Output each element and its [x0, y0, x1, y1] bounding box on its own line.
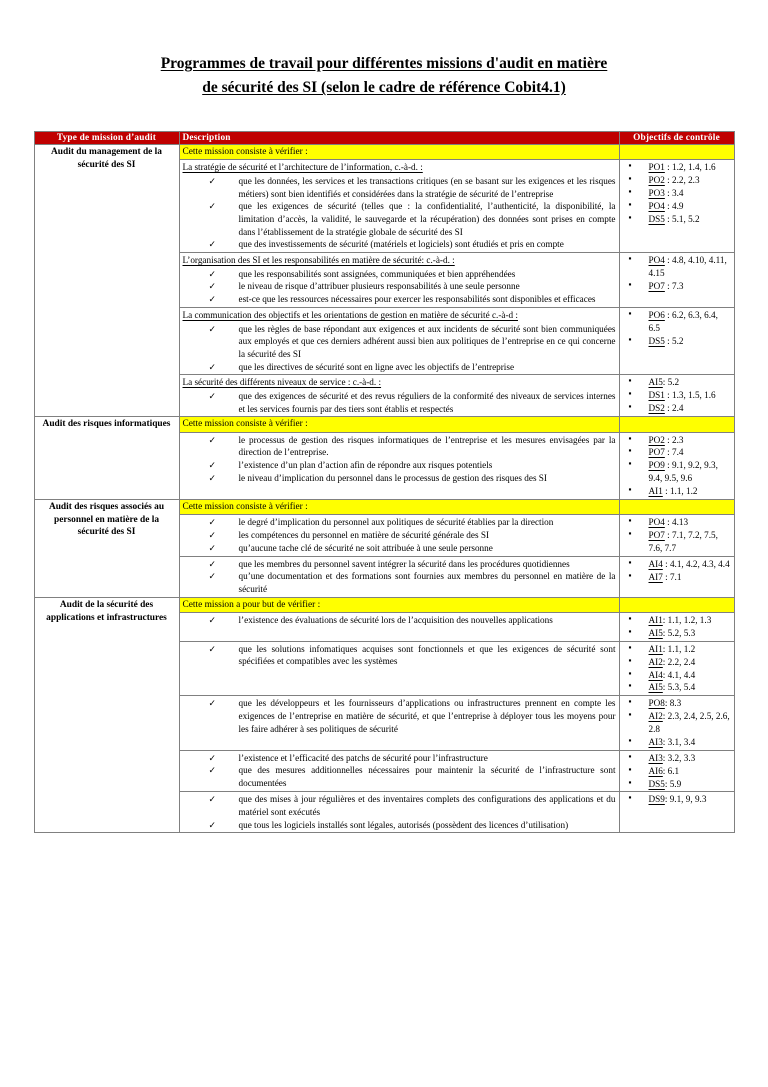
checklist [183, 268, 616, 306]
objective-item [639, 710, 731, 736]
objective-code: PO7 [648, 447, 665, 458]
objective-code: PO4 [648, 255, 665, 266]
objective-item [639, 558, 731, 571]
mission-banner-text: Cette mission a pour but de vérifier : [179, 597, 619, 612]
objective-code: AI3 [648, 752, 663, 763]
objective-refs: : 4.1, 4.2, 4.3, 4.4 [662, 558, 730, 569]
checklist [183, 752, 616, 790]
objective-refs: : 4.1, 4.4 [662, 669, 696, 680]
objective-item [639, 736, 731, 749]
section-banner-row [34, 417, 734, 432]
checklist [183, 390, 616, 415]
objectives-cell [619, 253, 734, 308]
objective-item [639, 376, 731, 389]
objective-refs: : 2.3, 2.4, 2.5, 2.6, 2.8 [648, 711, 730, 735]
objective-refs: : 5.3, 5.4 [662, 682, 696, 693]
objective-item [639, 459, 731, 485]
mission-type-cell: Audit des risques associés au personnel en matière de la sécurité des SI [34, 499, 179, 597]
description-cell [179, 613, 619, 642]
column-header-description: Description [179, 132, 619, 145]
objective-refs: : 5.2, 5.3 [662, 627, 696, 638]
objective-item [639, 516, 731, 529]
objective-item [639, 485, 731, 498]
objectives-cell [619, 515, 734, 557]
objective-refs: : 1.3, 1.5, 1.6 [664, 390, 716, 401]
description-cell [179, 750, 619, 792]
objective-refs: : 3.4 [664, 188, 684, 198]
objective-item [639, 187, 731, 200]
objectives-cell [619, 432, 734, 499]
objectives-cell [619, 375, 734, 417]
description-cell [179, 160, 619, 253]
objective-code: AI5 [648, 682, 663, 693]
column-header-mission-type: Type de mission d’audit [34, 132, 179, 145]
objective-refs: : 5.2 [664, 335, 684, 346]
objective-code: PO8 [648, 698, 665, 709]
description-cell [179, 307, 619, 374]
description-cell [179, 556, 619, 597]
objective-code: DS5 [648, 213, 665, 224]
checklist-item: ✓ que tous les logiciels installés sont légales, autorisés (possèdent des licences d’utilisation) [225, 819, 616, 832]
objective-refs: : 3.2, 3.3 [662, 752, 696, 763]
objective-code: PO7 [648, 530, 665, 540]
objective-code: AI2 [648, 656, 663, 667]
objective-item [639, 529, 731, 555]
objective-item [639, 335, 731, 348]
objective-item [639, 681, 731, 694]
objective-code: AI4 [648, 558, 663, 569]
objective-refs: : 7.3 [664, 280, 684, 291]
objective-item [639, 309, 731, 335]
objective-refs: : 9.1, 9.2, 9.3, 9.4, 9.5, 9.6 [648, 460, 718, 484]
objective-refs: : 6.1 [662, 765, 680, 776]
objective-code: AI5 [648, 377, 663, 388]
objectives-list [623, 309, 731, 348]
page-title [0, 0, 768, 100]
description-cell [179, 696, 619, 751]
mission-banner-objectives-cell [619, 499, 734, 514]
checklist-item: ✓ que les responsabilités sont assignées, communiquées et bien appréhendées [225, 268, 616, 281]
objective-item [639, 402, 731, 415]
objective-code: AI2 [648, 711, 663, 722]
objective-code: PO7 [648, 280, 665, 291]
page-title-line-2: de sécurité des SI (selon le cadre de référence Cobit4.1) [202, 79, 566, 97]
checklist-item: ✓ les compétences du personnel en matière de sécurité générale des SI [225, 529, 616, 542]
objective-item [639, 643, 731, 656]
objective-refs: : 1.1, 1.2 [662, 643, 696, 654]
checklist-item: ✓ que les membres du personnel savent intégrer la sécurité dans les procédures quotidiennes [225, 558, 616, 571]
objectives-list [623, 558, 731, 584]
objective-item [639, 656, 731, 669]
mission-banner-text: Cette mission consiste à vérifier : [179, 417, 619, 432]
objective-code: PO2 [648, 175, 665, 186]
checklist [183, 697, 616, 735]
objective-item [639, 752, 731, 765]
objectives-cell [619, 160, 734, 253]
table-body [34, 145, 734, 833]
checklist-item: ✓ est-ce que les ressources nécessaires pour exercer les responsabilités sont disponibles et efficaces [225, 293, 616, 306]
objectives-list [623, 697, 731, 749]
mission-type-cell: Audit des risques informatiques [34, 417, 179, 500]
checklist-item: ✓ l’existence d’un plan d’action afin de répondre aux risques potentiels [225, 459, 616, 472]
objective-refs: : 2.2, 2.3 [664, 175, 700, 186]
objective-refs: : 2.4 [664, 403, 684, 413]
objective-refs: : 4.13 [664, 517, 689, 528]
section-banner-row [34, 597, 734, 612]
objective-item [639, 161, 731, 174]
objective-code: PO2 [648, 434, 665, 445]
objective-refs: : 1.1, 1.2 [662, 486, 698, 497]
objective-code: DS1 [648, 390, 665, 401]
checklist-item: ✓ que les directives de sécurité sont en ligne avec les objectifs de l’entreprise [225, 361, 616, 374]
objective-refs: : 5.1, 5.2 [664, 213, 700, 224]
objectives-cell [619, 556, 734, 597]
objective-item [639, 254, 731, 280]
objective-code: PO3 [648, 188, 665, 198]
objective-refs: : 5.2 [662, 377, 680, 388]
checklist-item: ✓ l’existence des évaluations de sécurité lors de l’acquisition des nouvelles applications [225, 614, 616, 627]
checklist-item: ✓ que les règles de base répondant aux exigences et aux incidents de sécurité sont bien communiquées aux employés et que ces derniers adhérent aussi bien aux politiques de l’entreprise en ce qui concerne la sécurité des SI [225, 323, 616, 361]
objective-code: PO1 [648, 162, 665, 173]
description-cell [179, 792, 619, 833]
description-lead: L’organisation des SI et les responsabilités en matière de sécurité: c.-à-d. : [182, 255, 455, 266]
objective-item [639, 614, 731, 627]
objective-code: PO9 [648, 460, 665, 471]
mission-type-cell: Audit de la sécurité des applications et infrastructures [34, 597, 179, 833]
description-cell [179, 432, 619, 499]
checklist [183, 558, 616, 596]
objectives-list [623, 161, 731, 225]
objective-code: PO4 [648, 517, 665, 528]
objective-code: PO4 [648, 200, 665, 211]
checklist [183, 793, 616, 831]
mission-banner-text: Cette mission consiste à vérifier : [179, 499, 619, 514]
checklist-item: ✓ que des investissements de sécurité (matériels et logiciels) sont étudiés et pris en compte [225, 238, 616, 251]
objectives-list [623, 614, 731, 640]
mission-type-cell: Audit du management de la sécurité des SI [34, 145, 179, 417]
checklist-item: ✓ le processus de gestion des risques informatiques de l’entreprise et les mesures envisagées par la direction de l’entreprise. [225, 434, 616, 459]
checklist [183, 643, 616, 668]
objective-refs: : 6.2, 6.3, 6.4, 6.5 [648, 309, 718, 333]
objectives-list [623, 376, 731, 415]
objective-code: AI5 [648, 627, 663, 638]
objective-code: PO6 [648, 309, 665, 320]
objective-item [639, 200, 731, 213]
objectives-list [623, 516, 731, 555]
objective-refs: : 4.8, 4.10, 4.11, 4.15 [648, 255, 727, 278]
mission-banner-objectives-cell [619, 145, 734, 160]
checklist-item: ✓ le degré d’implication du personnel aux politiques de sécurité établies par la direction [225, 516, 616, 529]
objective-code: AI1 [648, 643, 663, 654]
objective-refs: : 9.1, 9, 9.3 [664, 794, 707, 805]
checklist-item: ✓ que les développeurs et les fournisseurs d’applications ou infrastructures prennent en compte les exigences de l’entreprise en matière de sécurité, et que l’entreprise à déployer tous les moyens pour les faire adhérer à ses politiques de sécurité [225, 697, 616, 735]
checklist-item: ✓ que des mises à jour régulières et des inventaires complets des configurations des applications et du matériel sont exécutés [225, 793, 616, 818]
description-lead: La sécurité des différents niveaux de service : c.-à-d. : [182, 377, 382, 388]
objective-refs: : 1.2, 1.4, 1.6 [664, 162, 716, 173]
objectives-cell [619, 792, 734, 833]
checklist-item: ✓ que des mesures additionnelles nécessaires pour maintenir la sécurité de l’infrastructure sont documentées [225, 764, 616, 789]
objective-item [639, 778, 731, 791]
mission-banner-objectives-cell [619, 417, 734, 432]
objective-code: AI6 [648, 765, 663, 776]
objective-refs: : 4.9 [664, 200, 684, 211]
checklist [183, 323, 616, 374]
objectives-cell [619, 641, 734, 696]
objective-item [639, 697, 731, 710]
objective-refs: : 3.1, 3.4 [662, 736, 696, 747]
objectives-list [623, 643, 731, 695]
objective-code: AI3 [648, 736, 663, 747]
description-cell [179, 253, 619, 308]
header-row [34, 132, 734, 145]
checklist-item: ✓ que les solutions infomatiques acquises sont fonctionnels et que les exigences de sécurité sont spécifiées et compatibles avec les systèmes [225, 643, 616, 668]
objectives-cell [619, 696, 734, 751]
objective-refs: : 2.2, 2.4 [662, 656, 696, 667]
objectives-cell [619, 307, 734, 374]
description-lead: La communication des objectifs et les orientations de gestion en matière de sécurité c.-à-d : [182, 309, 518, 320]
objective-item [639, 213, 731, 226]
objective-code: AI1 [648, 615, 663, 626]
description-lead: La stratégie de sécurité et l’architecture de l’information, c.-à-d. : [182, 162, 423, 173]
objective-item [639, 793, 731, 806]
objectives-list [623, 254, 731, 293]
objective-code: DS5 [648, 335, 665, 346]
objective-item [639, 446, 731, 459]
objective-code: AI1 [648, 486, 663, 497]
objective-refs: : 1.1, 1.2, 1.3 [662, 615, 712, 626]
checklist-item: ✓ le niveau de risque d’attribuer plusieurs responsabilités à une seule personne [225, 280, 616, 293]
objective-item [639, 627, 731, 640]
objective-item [639, 389, 731, 402]
checklist-item: ✓ le niveau d’implication du personnel dans le processus de gestion des risques des SI [225, 472, 616, 485]
checklist [183, 516, 616, 554]
objectives-cell [619, 750, 734, 792]
checklist [183, 175, 616, 251]
page-title-line-1: Programmes de travail pour différentes missions d'audit en matière [160, 55, 608, 72]
objectives-list [623, 434, 731, 498]
checklist-item: ✓ qu’une documentation et des formations sont fournies aux membres du personnel en matière de la sécurité [225, 570, 616, 595]
description-cell [179, 375, 619, 417]
objective-refs: : 2.3 [664, 434, 684, 445]
objective-code: DS9 [648, 794, 665, 805]
checklist-item: ✓ que les exigences de sécurité (telles que : la confidentialité, l’authenticité, la disponibilité, la limitation d’accès, la validité, le sauvegarde et la récupération) des données sont prises en compte dans l’établissement de la stratégie globale de sécurité des SI [225, 200, 616, 238]
mission-banner-text: Cette mission consiste à vérifier : [179, 145, 619, 160]
objective-refs: : 8.3 [664, 698, 682, 709]
audit-programs-table [34, 131, 735, 833]
objective-code: DS2 [648, 403, 665, 413]
description-cell [179, 515, 619, 557]
objective-item [639, 669, 731, 682]
objectives-list [623, 752, 731, 791]
description-cell [179, 641, 619, 696]
objective-refs: : 7.1 [662, 571, 682, 582]
objective-item [639, 174, 731, 187]
objectives-list [623, 793, 731, 806]
objective-item [639, 280, 731, 293]
mission-banner-objectives-cell [619, 597, 734, 612]
objective-refs: : 7.1, 7.2, 7.5, 7.6, 7.7 [648, 530, 718, 553]
checklist-item: ✓ que les données, les services et les transactions critiques (en se basant sur les exigences et les risques métiers) sont bien identifiés et considérées dans la stratégie de sécurité de l’entreprise [225, 175, 616, 200]
column-header-objectives: Objectifs de contrôle [619, 132, 734, 145]
section-banner-row [34, 145, 734, 160]
checklist [183, 434, 616, 485]
checklist [183, 614, 616, 627]
objective-refs: : 5.9 [664, 778, 682, 789]
table-header [34, 132, 734, 145]
objective-code: AI7 [648, 571, 663, 582]
section-banner-row [34, 499, 734, 514]
checklist-item: ✓ que des exigences de sécurité et des revus réguliers de la conformité des niveaux de services internes et les services fournis par des tiers sont établis et respectés [225, 390, 616, 415]
objective-item [639, 765, 731, 778]
checklist-item: ✓ l’existence et l’efficacité des patchs de sécurité pour l’infrastructure [225, 752, 616, 765]
objective-item [639, 434, 731, 447]
objective-code: AI4 [648, 669, 663, 680]
objective-refs: : 7.4 [664, 447, 684, 458]
objectives-cell [619, 613, 734, 642]
checklist-item: ✓ qu’aucune tache clé de sécurité ne soit attribuée à une seule personne [225, 542, 616, 555]
objective-code: DS5 [648, 778, 665, 789]
objective-item [639, 571, 731, 584]
